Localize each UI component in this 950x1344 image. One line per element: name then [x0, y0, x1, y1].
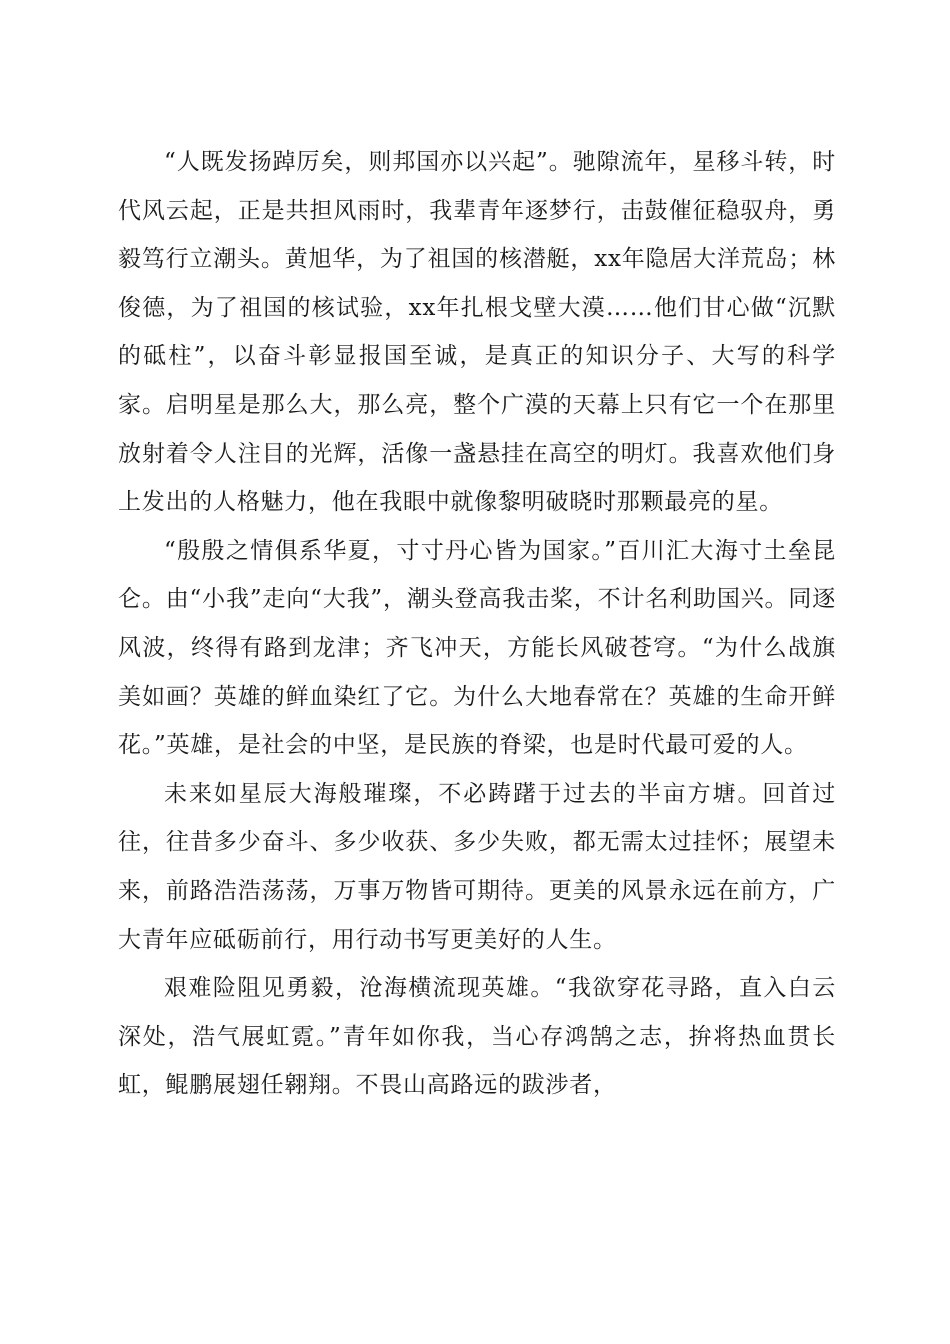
paragraph-1: “人既发扬踔厉矣，则邦国亦以兴起”。驰隙流年，星移斗转，时代风云起，正是共担风雨时，我辈青年逐梦行，击鼓催征稳驭舟，勇毅笃行立潮头。黄旭华，为了祖国的核潜艇，xx年隐居大洋荒岛；林俊德，为了祖国的核试验，xx年扎根戈壁大漠……他们甘心做“沉默的砥柱”，以奋斗彰显报国至诚，是真正的知识分子、大写的科学家。启明星是那么大，那么亮，整个广漠的天幕上只有它一个在那里放射着令人注目的光辉，活像一盏悬挂在高空的明灯。我喜欢他们身上发出的人格魅力，他在我眼中就像黎明破晓时那颗最亮的星。 [118, 149, 836, 516]
paragraph-2: “殷殷之情俱系华夏，寸寸丹心皆为国家。”百川汇大海寸土垒昆仑。由“小我”走向“大我”，潮头登高我击桨，不计名利助国兴。同逐风波，终得有路到龙津；齐飞冲天，方能长风破苍穹。“为什么战旗美如画？英雄的鲜血染红了它。为什么大地春常在？英雄的生命开鲜花。”英雄，是社会的中坚，是民族的脊梁，也是时代最可爱的人。 [118, 537, 836, 759]
document-body [118, 138, 836, 1110]
paragraph-3: 未来如星辰大海般璀璨，不必踌躇于过去的半亩方塘。回首过往，往昔多少奋斗、多少收获、多少失败，都无需太过挂怀；展望未来，前路浩浩荡荡，万事万物皆可期待。更美的风景永远在前方，广大青年应砥砺前行，用行动书写更美好的人生。 [118, 780, 836, 953]
paragraph-4: 艰难险阻见勇毅，沧海横流现英雄。“我欲穿花寻路，直入白云深处，浩气展虹霓。”青年如你我，当心存鸿鹄之志，拚将热血贯长虹，鲲鹏展翅任翱翔。不畏山高路远的跋涉者， [118, 975, 836, 1099]
